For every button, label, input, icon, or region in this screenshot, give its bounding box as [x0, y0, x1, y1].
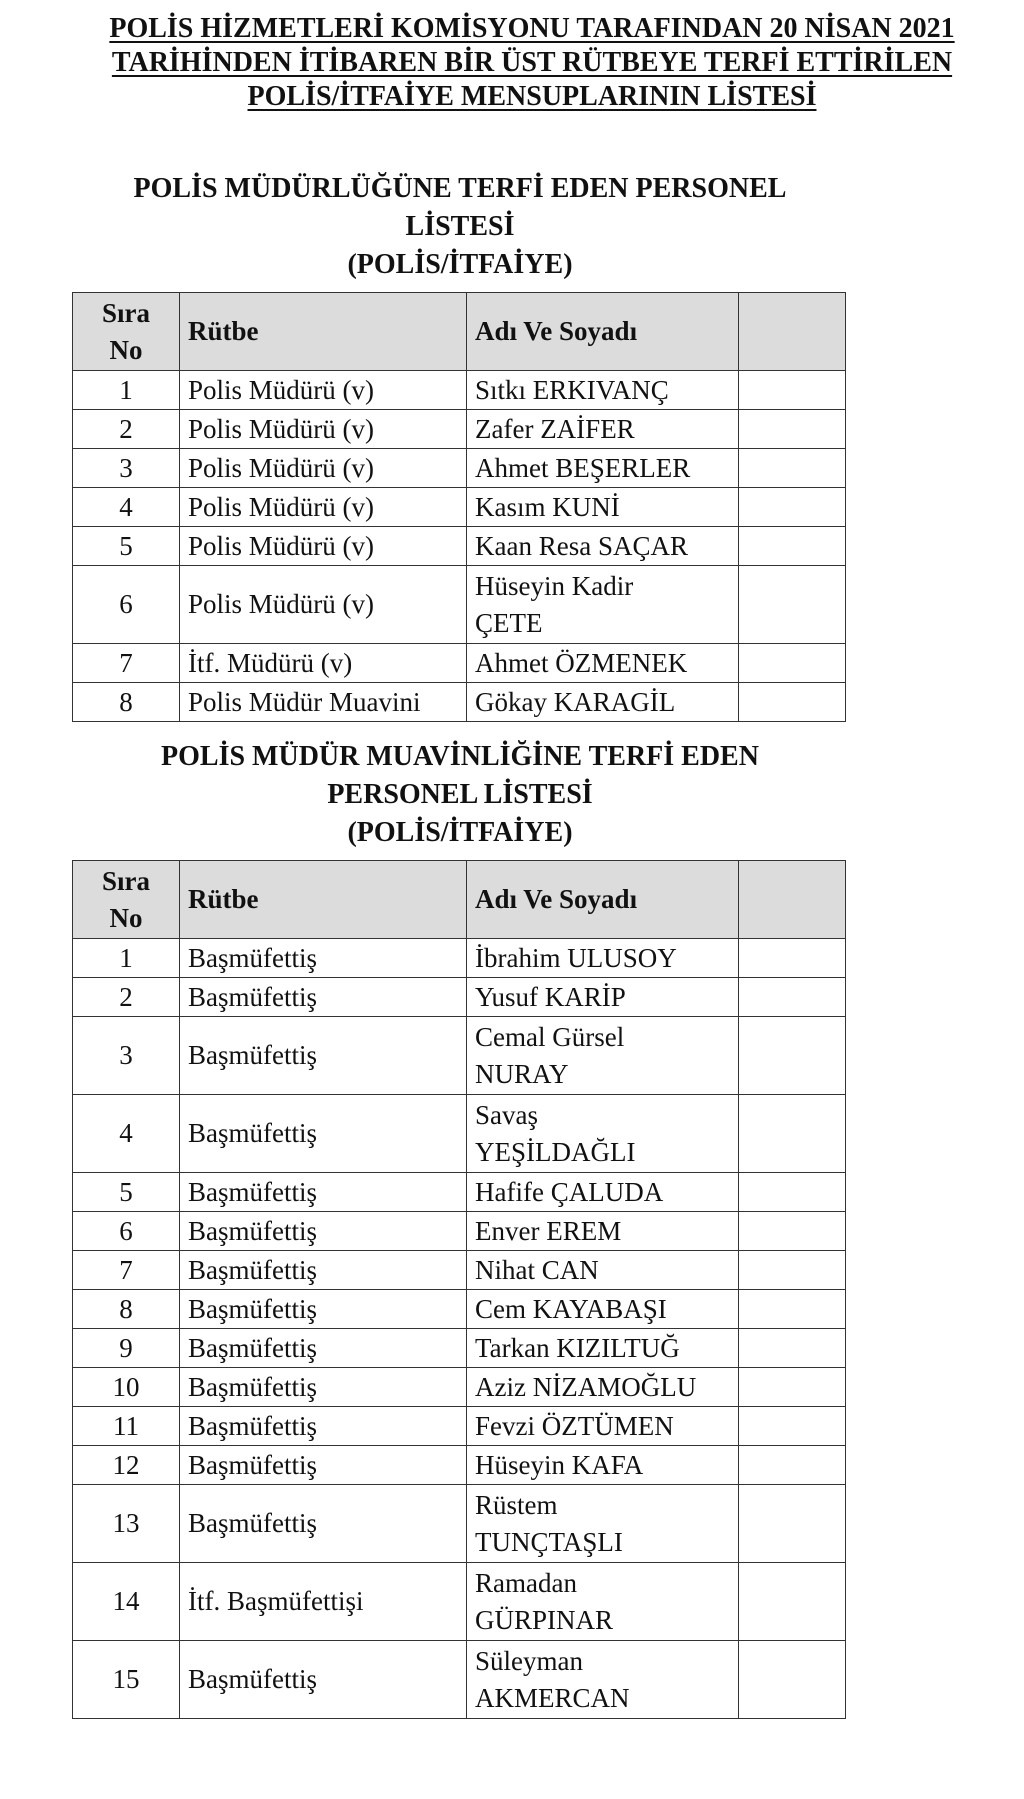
table-row: [73, 488, 846, 527]
table-row: [73, 1641, 846, 1719]
title-line: POLİS/İTFAİYE MENSUPLARININ LİSTESİ: [247, 81, 817, 112]
section2-table: [72, 860, 846, 1719]
row-empty-cell: [739, 1212, 846, 1251]
row-empty-cell: [739, 1485, 846, 1563]
row-rank: Başmüfettiş: [180, 1641, 467, 1719]
table-row: [73, 683, 846, 722]
table-row: [73, 1446, 846, 1485]
row-number: 13: [73, 1485, 180, 1563]
row-name: [467, 644, 739, 683]
table-row: [73, 978, 846, 1017]
header-name: Adı Ve Soyadı: [467, 293, 739, 371]
row-name-line: Hüseyin Kadir: [475, 570, 634, 601]
table-row: [73, 1212, 846, 1251]
section-title-line: (POLİS/İTFAİYE): [347, 817, 573, 848]
row-name: [467, 566, 739, 644]
header-rank: Rütbe: [180, 293, 467, 371]
row-number: 6: [73, 1212, 180, 1251]
row-name: [467, 449, 739, 488]
row-name-line: Savaş: [475, 1099, 538, 1130]
row-number: 10: [73, 1368, 180, 1407]
table-row: [73, 1290, 846, 1329]
row-name-line: Ramadan: [475, 1567, 577, 1598]
section2-table-body: [73, 861, 846, 1719]
row-number: 8: [73, 683, 180, 722]
row-number: 12: [73, 1446, 180, 1485]
row-name-line: NURAY: [475, 1058, 569, 1089]
row-empty-cell: [739, 488, 846, 527]
table-row: [73, 1251, 846, 1290]
row-rank: Polis Müdürü (v): [180, 449, 467, 488]
row-empty-cell: [739, 978, 846, 1017]
row-name-line: Zafer ZAİFER: [475, 413, 635, 444]
row-empty-cell: [739, 1251, 846, 1290]
row-rank: İtf. Başmüfettişi: [180, 1563, 467, 1641]
row-rank: Polis Müdür Muavini: [180, 683, 467, 722]
row-empty-cell: [739, 1290, 846, 1329]
row-name-line: Kaan Resa SAÇAR: [475, 530, 688, 561]
row-name-line: Süleyman: [475, 1645, 583, 1676]
document-title: [40, 12, 1024, 114]
row-empty-cell: [739, 1641, 846, 1719]
row-number: 14: [73, 1563, 180, 1641]
table-row: [73, 1485, 846, 1563]
header-empty: [739, 861, 846, 939]
row-empty-cell: [739, 527, 846, 566]
row-name-line: TUNÇTAŞLI: [475, 1526, 623, 1557]
row-name-line: Cem KAYABAŞI: [475, 1293, 667, 1324]
row-number: 5: [73, 527, 180, 566]
header-no: Sıra No: [73, 861, 180, 939]
row-name-line: Tarkan KIZILTUĞ: [475, 1332, 680, 1363]
row-name-line: AKMERCAN: [475, 1682, 630, 1713]
table-header-row: [73, 293, 846, 371]
table-row: [73, 644, 846, 683]
row-number: 6: [73, 566, 180, 644]
row-rank: Başmüfettiş: [180, 1290, 467, 1329]
row-rank: Başmüfettiş: [180, 1368, 467, 1407]
row-name: [467, 527, 739, 566]
row-name: [467, 410, 739, 449]
row-name: [467, 683, 739, 722]
section1-title: [60, 170, 860, 284]
row-name-line: Aziz NİZAMOĞLU: [475, 1371, 697, 1402]
row-empty-cell: [739, 939, 846, 978]
header-rank: Rütbe: [180, 861, 467, 939]
row-rank: Polis Müdürü (v): [180, 488, 467, 527]
row-name: [467, 1173, 739, 1212]
header-empty: [739, 293, 846, 371]
row-empty-cell: [739, 644, 846, 683]
row-name-line: Sıtkı ERKIVANÇ: [475, 374, 669, 405]
row-name: [467, 1017, 739, 1095]
row-name: [467, 1563, 739, 1641]
row-name-line: Gökay KARAGİL: [475, 686, 676, 717]
row-empty-cell: [739, 1563, 846, 1641]
section1-table: [72, 292, 846, 722]
row-rank: Başmüfettiş: [180, 1212, 467, 1251]
row-rank: Başmüfettiş: [180, 1329, 467, 1368]
row-number: 11: [73, 1407, 180, 1446]
row-name: [467, 1641, 739, 1719]
row-name-line: Cemal Gürsel: [475, 1021, 625, 1052]
row-rank: Polis Müdürü (v): [180, 527, 467, 566]
title-line: TARİHİNDEN İTİBAREN BİR ÜST RÜTBEYE TERFİ ETTİRİLEN: [111, 47, 953, 78]
title-line: POLİS HİZMETLERİ KOMİSYONU TARAFINDAN 20 NİSAN 2021: [109, 13, 955, 44]
row-empty-cell: [739, 683, 846, 722]
row-name-line: Enver EREM: [475, 1215, 622, 1246]
table-row: [73, 1095, 846, 1173]
row-number: 1: [73, 371, 180, 410]
row-name: [467, 978, 739, 1017]
row-number: 2: [73, 410, 180, 449]
table-row: [73, 1017, 846, 1095]
row-number: 8: [73, 1290, 180, 1329]
row-empty-cell: [739, 1017, 846, 1095]
row-name: [467, 371, 739, 410]
row-empty-cell: [739, 371, 846, 410]
row-name-line: İbrahim ULUSOY: [475, 942, 677, 973]
section-title-line: LİSTESİ: [405, 211, 515, 242]
row-number: 2: [73, 978, 180, 1017]
row-rank: Polis Müdürü (v): [180, 371, 467, 410]
row-rank: Başmüfettiş: [180, 1095, 467, 1173]
row-name: [467, 1212, 739, 1251]
row-name: [467, 939, 739, 978]
table-row: [73, 449, 846, 488]
row-rank: Başmüfettiş: [180, 978, 467, 1017]
row-rank: Başmüfettiş: [180, 1251, 467, 1290]
row-name-line: GÜRPINAR: [475, 1604, 614, 1635]
row-number: 3: [73, 1017, 180, 1095]
table-row: [73, 1563, 846, 1641]
section-title-line: (POLİS/İTFAİYE): [347, 249, 573, 280]
row-rank: İtf. Müdürü (v): [180, 644, 467, 683]
row-name: [467, 1446, 739, 1485]
row-name-line: Fevzi ÖZTÜMEN: [475, 1410, 674, 1441]
row-number: 7: [73, 1251, 180, 1290]
row-name: [467, 1407, 739, 1446]
row-name-line: Ahmet ÖZMENEK: [475, 647, 688, 678]
row-name: [467, 1329, 739, 1368]
table-row: [73, 1368, 846, 1407]
section2-title: [60, 738, 860, 852]
row-rank: Başmüfettiş: [180, 939, 467, 978]
row-name: [467, 1290, 739, 1329]
row-name-line: YEŞİLDAĞLI: [475, 1136, 636, 1167]
header-name: Adı Ve Soyadı: [467, 861, 739, 939]
row-number: 9: [73, 1329, 180, 1368]
row-number: 1: [73, 939, 180, 978]
table-row: [73, 566, 846, 644]
row-rank: Polis Müdürü (v): [180, 410, 467, 449]
row-name: [467, 1368, 739, 1407]
row-number: 15: [73, 1641, 180, 1719]
row-number: 5: [73, 1173, 180, 1212]
row-name-line: Kasım KUNİ: [475, 491, 620, 522]
row-number: 3: [73, 449, 180, 488]
row-name-line: Yusuf KARİP: [475, 981, 626, 1012]
table-header-row: [73, 861, 846, 939]
row-empty-cell: [739, 566, 846, 644]
row-empty-cell: [739, 1446, 846, 1485]
table-row: [73, 1173, 846, 1212]
table-row: [73, 410, 846, 449]
section1-table-body: [73, 293, 846, 722]
row-empty-cell: [739, 1095, 846, 1173]
row-name: [467, 1251, 739, 1290]
row-name-line: Hafife ÇALUDA: [475, 1176, 664, 1207]
row-number: 4: [73, 488, 180, 527]
row-name: [467, 488, 739, 527]
row-name-line: Nihat CAN: [475, 1254, 599, 1285]
row-name-line: Ahmet BEŞERLER: [475, 452, 691, 483]
row-empty-cell: [739, 449, 846, 488]
row-empty-cell: [739, 1329, 846, 1368]
header-no: Sıra No: [73, 293, 180, 371]
row-rank: Başmüfettiş: [180, 1446, 467, 1485]
row-name: [467, 1095, 739, 1173]
row-empty-cell: [739, 410, 846, 449]
section-title-line: POLİS MÜDÜRLÜĞÜNE TERFİ EDEN PERSONEL: [133, 173, 787, 204]
row-name-line: ÇETE: [475, 607, 543, 638]
row-rank: Başmüfettiş: [180, 1173, 467, 1212]
row-empty-cell: [739, 1407, 846, 1446]
row-name-line: Rüstem: [475, 1489, 558, 1520]
row-rank: Başmüfettiş: [180, 1485, 467, 1563]
table-row: [73, 1329, 846, 1368]
section-title-line: PERSONEL LİSTESİ: [327, 779, 593, 810]
row-name-line: Hüseyin KAFA: [475, 1449, 644, 1480]
row-rank: Başmüfettiş: [180, 1407, 467, 1446]
row-number: 7: [73, 644, 180, 683]
row-name: [467, 1485, 739, 1563]
row-number: 4: [73, 1095, 180, 1173]
table-row: [73, 939, 846, 978]
row-rank: Polis Müdürü (v): [180, 566, 467, 644]
section-title-line: POLİS MÜDÜR MUAVİNLİĞİNE TERFİ EDEN: [161, 741, 759, 772]
row-rank: Başmüfettiş: [180, 1017, 467, 1095]
table-row: [73, 527, 846, 566]
row-empty-cell: [739, 1173, 846, 1212]
row-empty-cell: [739, 1368, 846, 1407]
table-row: [73, 1407, 846, 1446]
table-row: [73, 371, 846, 410]
